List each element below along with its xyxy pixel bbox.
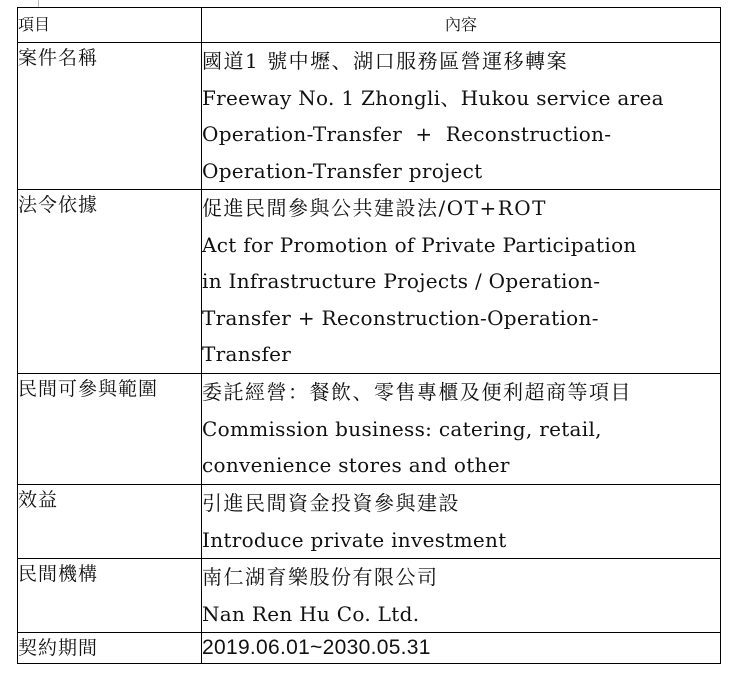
table-row-project-name (18, 43, 721, 190)
content-line: Act for Promotion of Private Participation (202, 232, 637, 257)
content-line: Nan Ren Hu Co. Ltd. (202, 601, 420, 626)
table-row-private-institution (18, 559, 721, 633)
row-label-contract-period: 契約期間 (18, 633, 202, 664)
column-header-content: 內容 (202, 8, 721, 43)
column-header-item: 項目 (18, 8, 202, 43)
content-line: convenience stores and other (202, 453, 510, 477)
row-content-contract-period (202, 633, 721, 664)
content-line: Transfer (202, 342, 292, 366)
table-row-private-scope (18, 374, 721, 485)
content-line: 委託經營：餐飲、零售專櫃及便利超商等項目 (202, 380, 632, 404)
content-line: Transfer + Reconstruction-Operation- (202, 305, 599, 330)
row-label-legal-basis: 法令依據 (18, 190, 202, 374)
content-line: Introduce private investment (202, 527, 507, 552)
row-content-project-name (202, 43, 721, 190)
content-line: in Infrastructure Projects / Operation- (202, 269, 601, 293)
content-line: 促進民間參與公共建設法/OT+ROT (202, 196, 548, 220)
row-content-benefit (202, 485, 721, 559)
content-line: Operation-Transfer project (202, 158, 483, 183)
table-row-contract-period (18, 633, 721, 664)
row-content-private-institution (202, 559, 721, 633)
project-info-table (17, 7, 721, 664)
content-line: Operation-Transfer + Reconstruction- (202, 122, 612, 146)
row-content-private-scope (202, 374, 721, 485)
content-line: 南仁湖育樂股份有限公司 (202, 565, 439, 589)
table-row-legal-basis (18, 190, 721, 374)
row-label-private-institution: 民間機構 (18, 559, 202, 633)
content-line: Commission business: catering, retail, (202, 416, 602, 441)
table-header-row (18, 8, 721, 43)
content-line: 國道1 號中壢、湖口服務區營運移轉案 (202, 49, 569, 73)
content-line: 2019.06.01~2030.05.31 (202, 636, 431, 659)
content-line: 引進民間資金投資參與建設 (202, 491, 460, 515)
table-row-benefit (18, 485, 721, 559)
row-label-private-scope: 民間可參與範圍 (18, 374, 202, 485)
content-line: Freeway No. 1 Zhongli、Hukou service area (202, 85, 664, 110)
row-label-project-name: 案件名稱 (18, 43, 202, 190)
row-label-benefit: 效益 (18, 485, 202, 559)
row-content-legal-basis (202, 190, 721, 374)
